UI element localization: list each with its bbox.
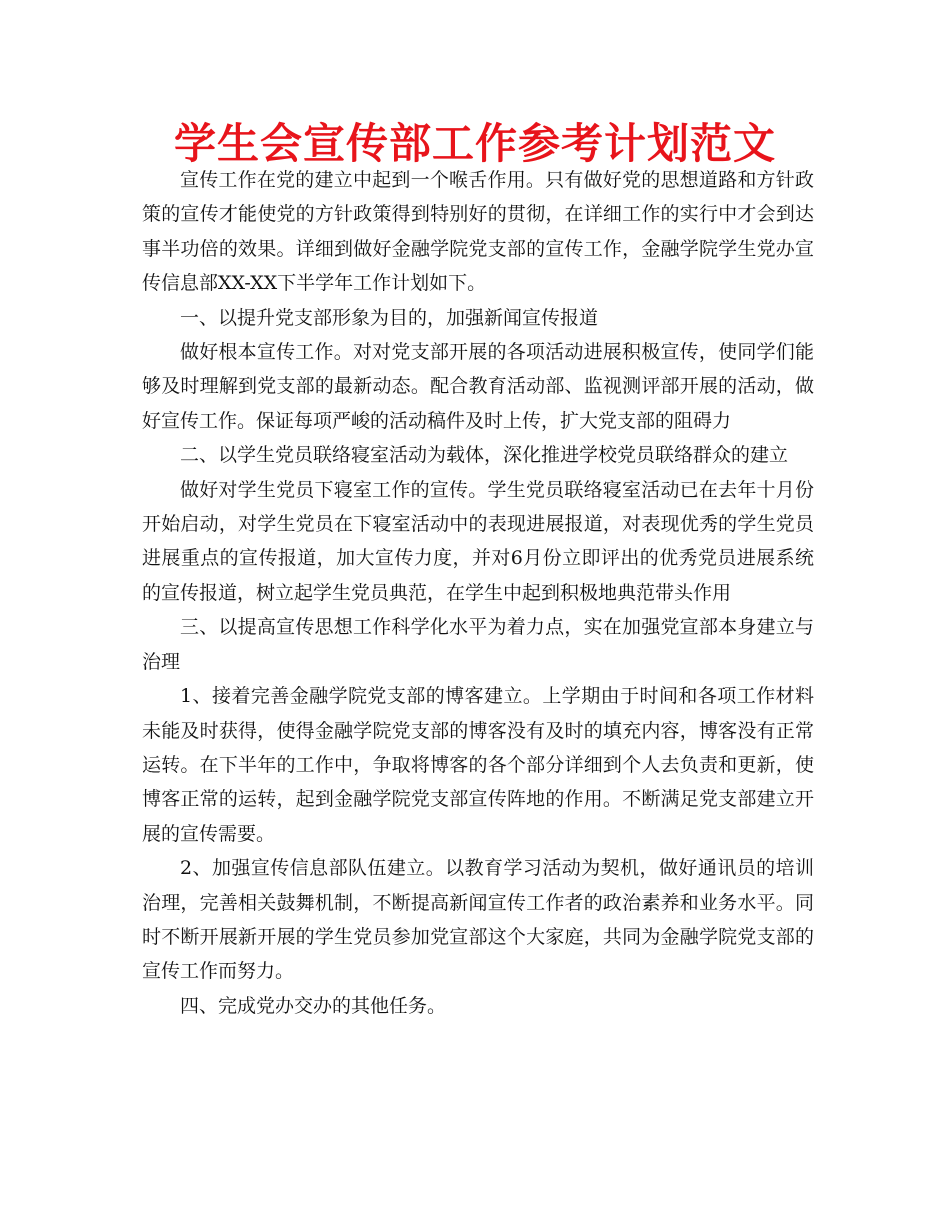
paragraph-section-1: 做好根本宣传工作。对对党支部开展的各项活动进展积极宣传，使同学们能够及时理解到党支部的最新动态。配合教育活动部、监视测评部开展的活动，做好宣传工作。保证每项严峻的活动稿件及时上传，扩大党支部的阻碍力: [142, 341, 814, 432]
heading-section-2: 二、以学生党员联络寝室活动为载体，深化推进学校党员联络群众的建立: [180, 444, 789, 467]
heading-section-4: 四、完成党办交办的其他任务。: [180, 994, 447, 1017]
heading-section-1: 一、以提升党支部形象为目的，加强新闻宣传报道: [180, 306, 599, 329]
document-title: 学生会宣传部工作参考计划范文: [173, 119, 776, 168]
paragraph-section-3-item-1: 1、接着完善金融学院党支部的博客建立。上学期由于时间和各项工作材料未能及时获得，使得金融学院党支部的博客没有及时的填充内容，博客没有正常运转。在下半年的工作中，争取将博客的各个部分详细到个人去负责和更新，使博客正常的运转，起到金融学院党支部宣传阵地的作用。不断满足党支部建立开展的宣传需要。: [142, 685, 814, 845]
paragraph-intro: 宣传工作在党的建立中起到一个喉舌作用。只有做好党的思想道路和方针政策的宣传才能使党的方针政策得到特别好的贯彻，在详细工作的实行中才会到达事半功倍的效果。详细到做好金融学院党支部的宣传工作，金融学院学生党办宣传信息部XX-XX下半学年工作计划如下。: [142, 169, 814, 295]
paragraph-section-2: 做好对学生党员下寝室工作的宣传。学生党员联络寝室活动已在去年十月份开始启动，对学生党员在下寝室活动中的表现进展报道，对表现优秀的学生党员进展重点的宣传报道，加大宣传力度，并对6月份立即评出的优秀党员进展系统的宣传报道，树立起学生党员典范，在学生中起到积极地典范带头作用: [142, 478, 814, 604]
paragraph-section-3-item-2: 2、加强宣传信息部队伍建立。以教育学习活动为契机，做好通讯员的培训治理，完善相关鼓舞机制，不断提高新闻宣传工作者的政治素养和业务水平。同时不断开展新开展的学生党员参加党宣部这个大家庭，共同为金融学院党支部的宣传工作而努力。: [142, 857, 814, 983]
heading-section-3: 三、以提高宣传思想工作科学化水平为着力点，实在加强党宣部本身建立与治理: [142, 616, 814, 673]
document-body: [142, 163, 814, 1023]
